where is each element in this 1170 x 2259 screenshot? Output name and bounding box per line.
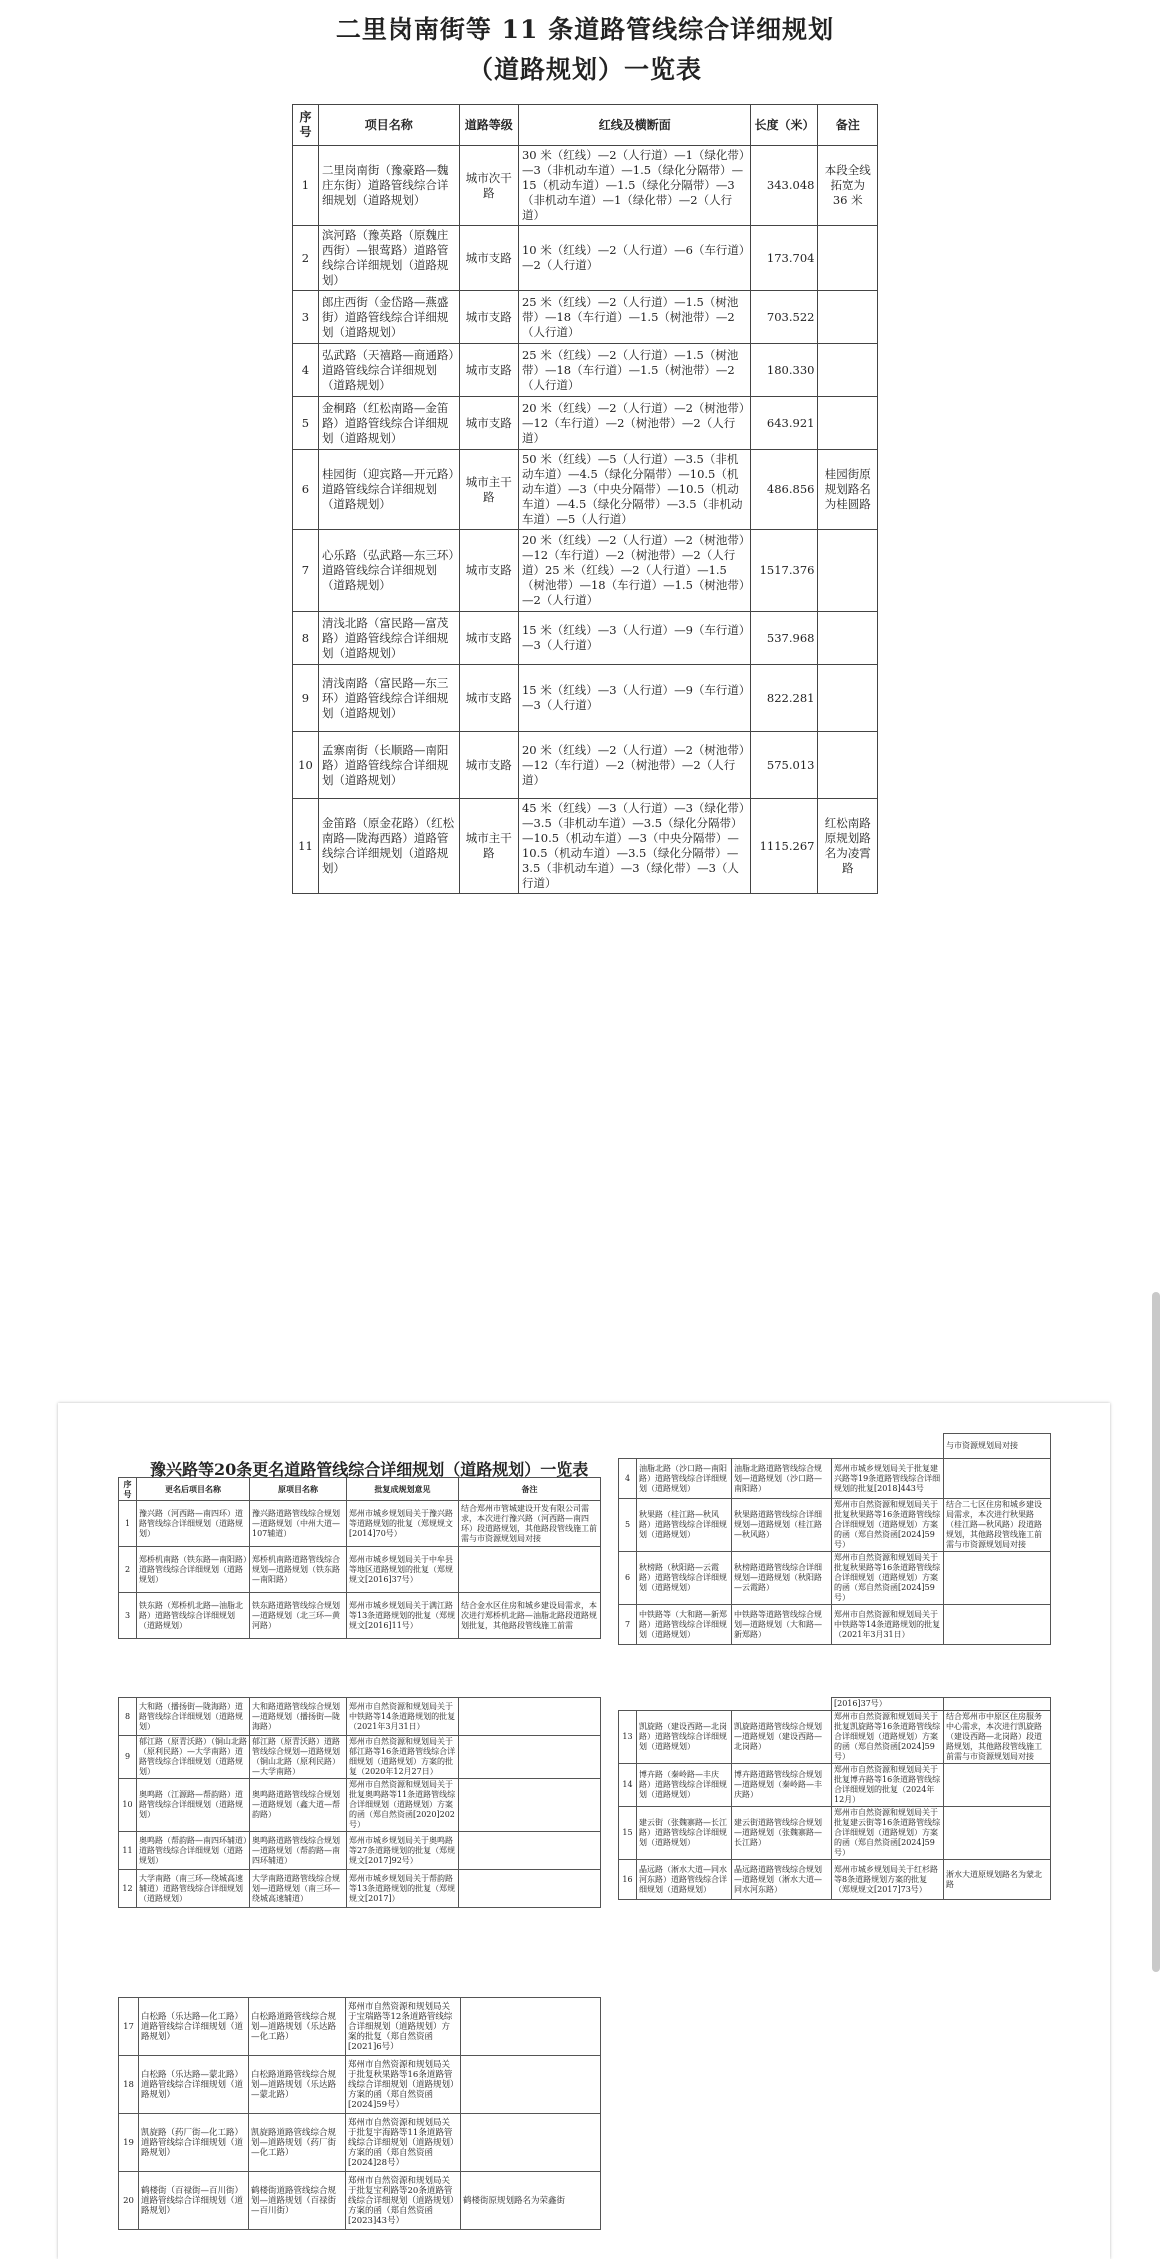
mini-column-header: 原项目名称 (250, 1478, 347, 1501)
cell-section: 50 米（红线）—5（人行道）—3.5（非机动车道）—4.5（绿化分隔带）—10.5（机动车道）—3（中央分隔带）—10.5（机动车道）—4.5（绿化分隔带）—3.5（非机动车道）—5（人行道） (518, 450, 750, 530)
table-row (293, 291, 878, 344)
cell-grade: 城市主干路 (459, 799, 518, 894)
mini-column-header: 序号 (119, 1478, 137, 1501)
table-row (293, 530, 878, 612)
mini-cell-d (944, 1459, 1051, 1499)
mini-cell-b: 大和路道路管线综合规划—道路规划（播扬街—陇海路） (250, 1698, 347, 1736)
mini-cell-a: 白松路（乐达路—化工路）道路管线综合详细规划（道路规划） (139, 1998, 249, 2056)
mini-cell-d (944, 1605, 1051, 1645)
mini-cell-b: 白松路道路管线综合规划—道路规划（乐达路—蒙北路） (249, 2056, 346, 2114)
table-row (619, 1764, 1051, 1807)
mini-cell-no: 1 (119, 1501, 137, 1547)
cell-no: 10 (293, 732, 319, 799)
table-row (293, 397, 878, 450)
cell-grade: 城市支路 (459, 226, 518, 291)
mini-table-d (618, 1697, 1051, 1900)
mini-cell-a: 郁江路（原青沃路）（铜山北路（原利民路）—大学南路）道路管线综合详细规划（道路规划） (137, 1736, 250, 1779)
cell-note (818, 291, 878, 344)
table-row (619, 1807, 1051, 1860)
cell-name: 二里岗南街（豫豪路—魏庄东街）道路管线综合详细规划（道路规划） (318, 146, 459, 226)
mini-column-header: 备注 (459, 1478, 601, 1501)
mini-cell-c: 郑州市城乡规划局关于红杉路等8条道路规划方案的批复（郑规规文[2017]73号） (832, 1860, 944, 1900)
mini-cell-no: 12 (119, 1870, 137, 1908)
table-row (293, 799, 878, 894)
cell-no: 7 (293, 530, 319, 612)
mini-cell-c: 郑州市自然资源和规划局关于批复凯旋路等16条道路管线综合详细规划（道路规划）方案的函（郑自然资函[2024]59号） (832, 1711, 944, 1764)
cell-grade: 城市支路 (459, 344, 518, 397)
mini-cell-no: 14 (619, 1764, 637, 1807)
cell-section: 45 米（红线）—3（人行道）—3（绿化带）—3.5（非机动车道）—3.5（绿化分隔带）—10.5（机动车道）—3（中央分隔带）—10.5（机动车道）—3.5（绿化分隔带）—3.5（非机动车道）—3（绿化带）—3（人行道） (518, 799, 750, 894)
cell-note (818, 530, 878, 612)
mini-cell-a: 秋榜路（秋阳路—云霞路）道路管线综合详细规划（道路规划） (637, 1552, 732, 1605)
mini-cell-no: 7 (619, 1605, 637, 1645)
cell-no: 9 (293, 665, 319, 732)
cell-section: 30 米（红线）—2（人行道）—1（绿化带）—3（非机动车道）—1.5（绿化分隔带）—15（机动车道）—1.5（绿化分隔带）—3（非机动车道）—1（绿化带）—2（人行道） (518, 146, 750, 226)
mini-cell-a: 凯旋路（药厂街—化工路）道路管线综合详细规划（道路规划） (139, 2114, 249, 2172)
cell-length: 537.968 (751, 612, 818, 665)
column-header: 备注 (818, 105, 878, 146)
mini-header-row (119, 1478, 601, 1501)
mini-cell-c: 郑州市自然资源和规划局关于批复宝利路等20条道路管线综合详细规划（道路规划）方案的函（郑自然资函[2023]43号） (346, 2172, 461, 2230)
mini-cell-c: 郑州市自然资源和规划局关于批复博卉路等16条道路管线综合详细规划的批复（2024年12月） (832, 1764, 944, 1807)
cell-name: 滨河路（豫英路（原魏庄西街）—银莺路）道路管线综合详细规划（道路规划） (318, 226, 459, 291)
mini-cell-d (944, 1807, 1051, 1860)
mini-cell-no: 18 (119, 2056, 139, 2114)
mini-table-c (118, 1697, 601, 1908)
table-row (119, 1736, 601, 1779)
cell-section: 20 米（红线）—2（人行道）—2（树池带）—12（车行道）—2（树池带）—2（人行道） (518, 397, 750, 450)
cell-no: 11 (293, 799, 319, 894)
mini-cell-a: 鹤楼街（百禄街—百川街）道路管线综合详细规划（道路规划） (139, 2172, 249, 2230)
cell-note: 红松南路原规划路名为凌霄路 (818, 799, 878, 894)
mini-cell-no: 20 (119, 2172, 139, 2230)
mini-cell-d (461, 2056, 601, 2114)
mini-cell-b: 晶远路道路管线综合规划—道路规划（淅水大道—同水河东路） (732, 1860, 832, 1900)
cell-section: 20 米（红线）—2（人行道）—2（树池带）—12（车行道）—2（树池带）—2（人行道） (518, 732, 750, 799)
sheet-title: 豫兴路等20条更名道路管线综合详细规划（道路规划）一览表 (150, 1460, 589, 1479)
mini-cell-b: 郁江路（原青沃路）道路管线综合规划—道路规划（铜山北路（原利民路）—大学南路） (250, 1736, 347, 1779)
cell-grade: 城市支路 (459, 397, 518, 450)
mini-cell-c: 郑州市自然资源和规划局关于中铁路等14条道路规划的批复（2021年3月31日） (347, 1698, 459, 1736)
mini-cell-a: 白松路（乐达路—蒙北路）道路管线综合详细规划（道路规划） (139, 2056, 249, 2114)
mini-cell-c: 郑州市自然资源和规划局关于批复宇海路等11条道路管线综合详细规划（道路规划）方案的函（郑自然资函[2024]28号） (346, 2114, 461, 2172)
mini-cell-d (459, 1547, 601, 1593)
mini-cell-no: 19 (119, 2114, 139, 2172)
mini-cell-b: 凯旋路道路管线综合规划—道路规划（药厂街—化工路） (249, 2114, 346, 2172)
mini-cell-c: 郑州市自然资源和规划局关于中铁路等14条道路规划的批复（2021年3月31日） (832, 1605, 944, 1645)
table-row (619, 1711, 1051, 1764)
cell-no: 6 (293, 450, 319, 530)
mini-table-e (118, 1997, 601, 2230)
cell-note (818, 612, 878, 665)
document-title (285, 0, 885, 90)
table-row (119, 1698, 601, 1736)
cell-name: 清浅南路（富民路—东三环）道路管线综合详细规划（道路规划） (318, 665, 459, 732)
cell-grade: 城市主干路 (459, 450, 518, 530)
mini-cell-a: 豫兴路（河西路—南四环）道路管线综合详细规划（道路规划） (137, 1501, 250, 1547)
mini-cell-no: 8 (119, 1698, 137, 1736)
mini-cell-c: 郑州市自然资源和规划局关于郁江路等16条道路管线综合详细规划（道路规划）方案的批复（2020年12月27日） (347, 1736, 459, 1779)
cell-grade: 城市支路 (459, 732, 518, 799)
mini-cell-a: 奥鸣路（江源路—帮韵路）道路管线综合详细规划（道路规划） (137, 1779, 250, 1832)
cell-no: 2 (293, 226, 319, 291)
mini-cell-a: 郑桥机南路（铁东路—南阳路）道路管线综合详细规划（道路规划） (137, 1547, 250, 1593)
mini-cell-b: 凯旋路道路管线综合规划—道路规划（建设西路—北岗路） (732, 1711, 832, 1764)
cell-length: 180.330 (751, 344, 818, 397)
mini-cell-a: 中铁路等（大和路—新郑路）道路管线综合详细规划（道路规划） (637, 1605, 732, 1645)
cell-section: 15 米（红线）—3（人行道）—9（车行道）—3（人行道） (518, 665, 750, 732)
mini-cell-c: 郑州市自然资源和规划局关于批复秋果路等16条道路管线综合详细规划（道路规划）方案的函（郑自然资函[2024]59号） (346, 2056, 461, 2114)
mini-cell-d (459, 1736, 601, 1779)
mini-column-header: 更名后项目名称 (137, 1478, 250, 1501)
mini-cell-b: 博卉路道路管线综合规划—道路规划（秦岭路—丰庆路） (732, 1764, 832, 1807)
mini-cell-no: 9 (119, 1736, 137, 1779)
cell-length: 822.281 (751, 665, 818, 732)
mini-cell-c: 郑州市城乡规划局关于帮韵路等13条道路规划的批复（郑规规文[2017]） (347, 1870, 459, 1908)
table-row (119, 1547, 601, 1593)
table-row (293, 732, 878, 799)
mini-cell-no: 5 (619, 1499, 637, 1552)
cell-name: 金桐路（红松南路—金笛路）道路管线综合详细规划（道路规划） (318, 397, 459, 450)
cell-no: 5 (293, 397, 319, 450)
mini-cell-d (459, 1698, 601, 1736)
mini-cell-c: 郑州市城乡规划局关于批复建兴路等19条道路管线综合详细规划的批复[2018]443号 (832, 1459, 944, 1499)
table-row (293, 612, 878, 665)
mini-cell-no: 15 (619, 1807, 637, 1860)
mini-cell-c: 郑州市自然资源和规划局关于批复奥鸣路等11条道路管线综合详细规划（道路规划）方案的函（郑自然资函[2020]202号） (347, 1779, 459, 1832)
column-header: 红线及横断面 (518, 105, 750, 146)
table-row (119, 2172, 601, 2230)
mini-cell-d (461, 2114, 601, 2172)
column-header: 序号 (293, 105, 319, 146)
mini-cell-d (944, 1552, 1051, 1605)
mini-cell-d (459, 1779, 601, 1832)
cell-note (818, 226, 878, 291)
cell-grade: 城市次干路 (459, 146, 518, 226)
mini-cell-b: 郑桥机南路道路管线综合规划—道路规划（铁东路—南阳路） (250, 1547, 347, 1593)
mini-cell-no: 16 (619, 1860, 637, 1900)
mini-cell-c: 郑州市自然资源和规划局关于批复建云街等16条道路管线综合详细规划（道路规划）方案的函（郑自然资函[2024]59号） (832, 1807, 944, 1860)
mini-cell-b: 铁东路道路管线综合规划—道路规划（北三环—黄河路） (250, 1593, 347, 1639)
mini-cell-b: 秋榜路道路管线综合详细规划—道路规划（秋阳路—云霞路） (732, 1552, 832, 1605)
table-header-row (293, 105, 878, 146)
table-row (619, 1552, 1051, 1605)
table-row (119, 1593, 601, 1639)
cell-name: 郎庄西街（金岱路—燕盛街）道路管线综合详细规划（道路规划） (318, 291, 459, 344)
cell-length: 1115.267 (751, 799, 818, 894)
mini-cell-a: 建云街（张魏寨路—长江路）道路管线综合详细规划（道路规划） (637, 1807, 732, 1860)
table-row (119, 2114, 601, 2172)
cell-length: 486.856 (751, 450, 818, 530)
mini-cell-no: 10 (119, 1779, 137, 1832)
mini-cell-b: 鹤楼街道路管线综合规划—道路规划（百禄街—百川街） (249, 2172, 346, 2230)
mini-table-a (118, 1477, 601, 1639)
table-row (293, 665, 878, 732)
mini-cell-c: 郑州市城乡规划局关于奥鸣路等27条道路规划的批复（郑规规文[2017]92号） (347, 1832, 459, 1870)
cell-note (818, 397, 878, 450)
cell-note (818, 732, 878, 799)
cell-section: 25 米（红线）—2（人行道）—1.5（树池带）—18（车行道）—1.5（树池带）—2（人行道） (518, 344, 750, 397)
cell-no: 4 (293, 344, 319, 397)
cell-length: 343.048 (751, 146, 818, 226)
cell-section: 20 米（红线）—2（人行道）—2（树池带）—12（车行道）—2（树池带）—2（人行道）25 米（红线）—2（人行道）—1.5（树池带）—18（车行道）—1.5（树池带）—2（人行道） (518, 530, 750, 612)
mini-cell-d: 结合郑州市中原区住房服务中心需求，本次进行凯旋路（建设西路—北岗路）段道路规划，其他路段管线施工前需与市资源规划局对接 (944, 1711, 1051, 1764)
cell-note: 本段全线拓宽为 36 米 (818, 146, 878, 226)
table-row (119, 1779, 601, 1832)
cell-no: 8 (293, 612, 319, 665)
cell-length: 643.921 (751, 397, 818, 450)
continued-note: 与市资源规划局对接 (944, 1434, 1051, 1459)
cell-name: 弘武路（天禧路—商通路）道路管线综合详细规划（道路规划） (318, 344, 459, 397)
mini-cell-d (459, 1832, 601, 1870)
cell-length: 1517.376 (751, 530, 818, 612)
mini-cell-d: 结合金水区住房和城乡建设局需求，本次进行郑桥机北路—油脂北路段道路规划批复，其他路段管线施工前需 (459, 1593, 601, 1639)
mini-cell-d (459, 1870, 601, 1908)
mini-cell-b: 油脂北路道路管线综合规划—道路规划（沙口路—南阳路） (732, 1459, 832, 1499)
continued-ref: [2016]37号） (832, 1698, 944, 1711)
mini-cell-no: 4 (619, 1459, 637, 1499)
cell-name: 桂园街（迎宾路—开元路）道路管线综合详细规划（道路规划） (318, 450, 459, 530)
table-row (119, 1501, 601, 1547)
mini-cell-b: 奥鸣路道路管线综合规划—道路规划（帮韵路—南四环辅道） (250, 1832, 347, 1870)
mini-cell-c: 郑州市自然资源和规划局关于宝瑞路等12条道路管线综合详细规划（道路规划）方案的批复（郑自然资函[2021]6号） (346, 1998, 461, 2056)
mini-cell-b: 白松路道路管线综合规划—道路规划（乐达路—化工路） (249, 1998, 346, 2056)
cell-name: 孟寨南街（长顺路—南阳路）道路管线综合详细规划（道路规划） (318, 732, 459, 799)
mini-cell-c: 郑州市自然资源和规划局关于批复秋果路等16条道路管线综合详细规划（道路规划）方案的函（郑自然资函[2024]59号） (832, 1552, 944, 1605)
cell-name: 金笛路（原金花路）（红松南路—陇海西路）道路管线综合详细规划（道路规划） (318, 799, 459, 894)
mini-cell-a: 油脂北路（沙口路—南阳路）道路管线综合详细规划（道路规划） (637, 1459, 732, 1499)
cell-note (818, 665, 878, 732)
cell-section: 10 米（红线）—2（人行道）—6（车行道）—2（人行道） (518, 226, 750, 291)
cell-grade: 城市支路 (459, 665, 518, 732)
column-header: 项目名称 (318, 105, 459, 146)
mini-cell-d: 淅水大道原规划路名为蒙北路 (944, 1860, 1051, 1900)
table-row (293, 146, 878, 226)
mini-cell-b: 大学南路道路管线综合规划—道路规划（南三环—绕城高速辅道） (250, 1870, 347, 1908)
mini-cell-a: 凯旋路（建设西路—北岗路）道路管线综合详细规划（道路规划） (637, 1711, 732, 1764)
cell-length: 575.013 (751, 732, 818, 799)
mini-column-header: 批复成规划意见 (347, 1478, 459, 1501)
mini-cell-d (461, 1998, 601, 2056)
cell-grade: 城市支路 (459, 530, 518, 612)
cell-section: 25 米（红线）—2（人行道）—1.5（树池带）—18（车行道）—1.5（树池带）—2（人行道） (518, 291, 750, 344)
cell-grade: 城市支路 (459, 612, 518, 665)
cell-name: 清浅北路（富民路—富茂路）道路管线综合详细规划（道路规划） (318, 612, 459, 665)
mini-cell-a: 大学南路（南三环—绕城高速辅道）道路管线综合详细规划（道路规划） (137, 1870, 250, 1908)
mini-cell-c: 郑州市自然资源和规划局关于批复秋果路等16条道路管线综合详细规划（道路规划）方案的函（郑自然资函[2024]59号） (832, 1499, 944, 1552)
road-plan-table (292, 104, 878, 894)
table-row (119, 1832, 601, 1870)
cell-no: 1 (293, 146, 319, 226)
scrollbar[interactable] (1152, 1292, 1160, 1972)
mini-cell-c: 郑州市城乡规划局关于满江路等13条道路规划的批复（郑规规文[2016]11号） (347, 1593, 459, 1639)
mini-cell-no: 13 (619, 1711, 637, 1764)
mini-cell-b: 中铁路等道路管线综合规划—道路规划（大和路—新郑路） (732, 1605, 832, 1645)
mini-cell-a: 铁东路（郑桥机北路—油脂北路）道路管线综合详细规划（道路规划） (137, 1593, 250, 1639)
mini-cell-a: 秋果路（桂江路—秋风路）道路管线综合详细规划（道路规划） (637, 1499, 732, 1552)
table-row (119, 1870, 601, 1908)
mini-cell-b: 豫兴路道路管线综合规划—道路规划（中州大道—107辅道） (250, 1501, 347, 1547)
mini-cell-d: 鹤楼街原规划路名为荣鑫街 (461, 2172, 601, 2230)
mini-cell-no: 17 (119, 1998, 139, 2056)
cell-no: 3 (293, 291, 319, 344)
mini-cell-a: 大和路（播扬街—陇海路）道路管线综合详细规划（道路规划） (137, 1698, 250, 1736)
title-line-2: （道路规划）一览表 (467, 55, 702, 84)
table-row (619, 1459, 1051, 1499)
cell-name: 心乐路（弘武路—东三环）道路管线综合详细规划（道路规划） (318, 530, 459, 612)
mini-cell-a: 晶远路（淅水大道—同水河东路）道路管线综合详细规划（道路规划） (637, 1860, 732, 1900)
mini-cell-d: 结合郑州市管城建设开发有限公司需求，本次进行豫兴路（河西路—南四环）段道路规划，其他路段管线施工前需与市资源规划局对接 (459, 1501, 601, 1547)
mini-cell-no: 2 (119, 1547, 137, 1593)
cell-length: 173.704 (751, 226, 818, 291)
table-row (619, 1605, 1051, 1645)
cell-note: 桂园街原规划路名为桂圆路 (818, 450, 878, 530)
mini-cell-b: 奥鸣路道路管线综合规划—道路规划（鑫大道—帮韵路） (250, 1779, 347, 1832)
column-header: 道路等级 (459, 105, 518, 146)
column-header: 长度（米） (751, 105, 818, 146)
mini-cell-no: 6 (619, 1552, 637, 1605)
table-row (293, 344, 878, 397)
table-row (619, 1499, 1051, 1552)
mini-cell-d: 结合二七区住房和城乡建设局需求，本次进行秋果路（桂江路—秋风路）段道路规划，其他路段管线施工前需与市资源规划局对接 (944, 1499, 1051, 1552)
title-line-1: 二里岗南街等 11 条道路管线综合详细规划 (335, 15, 835, 44)
mini-cell-a: 博卉路（秦岭路—丰庆路）道路管线综合详细规划（道路规划） (637, 1764, 732, 1807)
cell-grade: 城市支路 (459, 291, 518, 344)
cell-length: 703.522 (751, 291, 818, 344)
mini-cell-b: 建云街道路管线综合规划—道路规划（张魏寨路—长江路） (732, 1807, 832, 1860)
mini-cell-no: 11 (119, 1832, 137, 1870)
table-row (293, 450, 878, 530)
mini-cell-no: 3 (119, 1593, 137, 1639)
cell-note (818, 344, 878, 397)
mini-cell-c: 郑州市城乡规划局关于豫兴路等道路规划的批复（郑规规文[2014]70号） (347, 1501, 459, 1547)
mini-table-b (618, 1433, 1051, 1645)
table-row (119, 2056, 601, 2114)
mini-cell-d (944, 1764, 1051, 1807)
table-row (619, 1860, 1051, 1900)
mini-cell-c: 郑州市城乡规划局关于中牟县等地区道路规划的批复（郑规规文[2016]37号） (347, 1547, 459, 1593)
mini-cell-b: 秋果路道路管线综合详细规划—道路规划（桂江路—秋风路） (732, 1499, 832, 1552)
table-row (293, 226, 878, 291)
mini-cell-a: 奥鸣路（帮韵路—南四环辅道）道路管线综合详细规划（道路规划） (137, 1832, 250, 1870)
table-row (119, 1998, 601, 2056)
cell-section: 15 米（红线）—3（人行道）—9（车行道）—3（人行道） (518, 612, 750, 665)
